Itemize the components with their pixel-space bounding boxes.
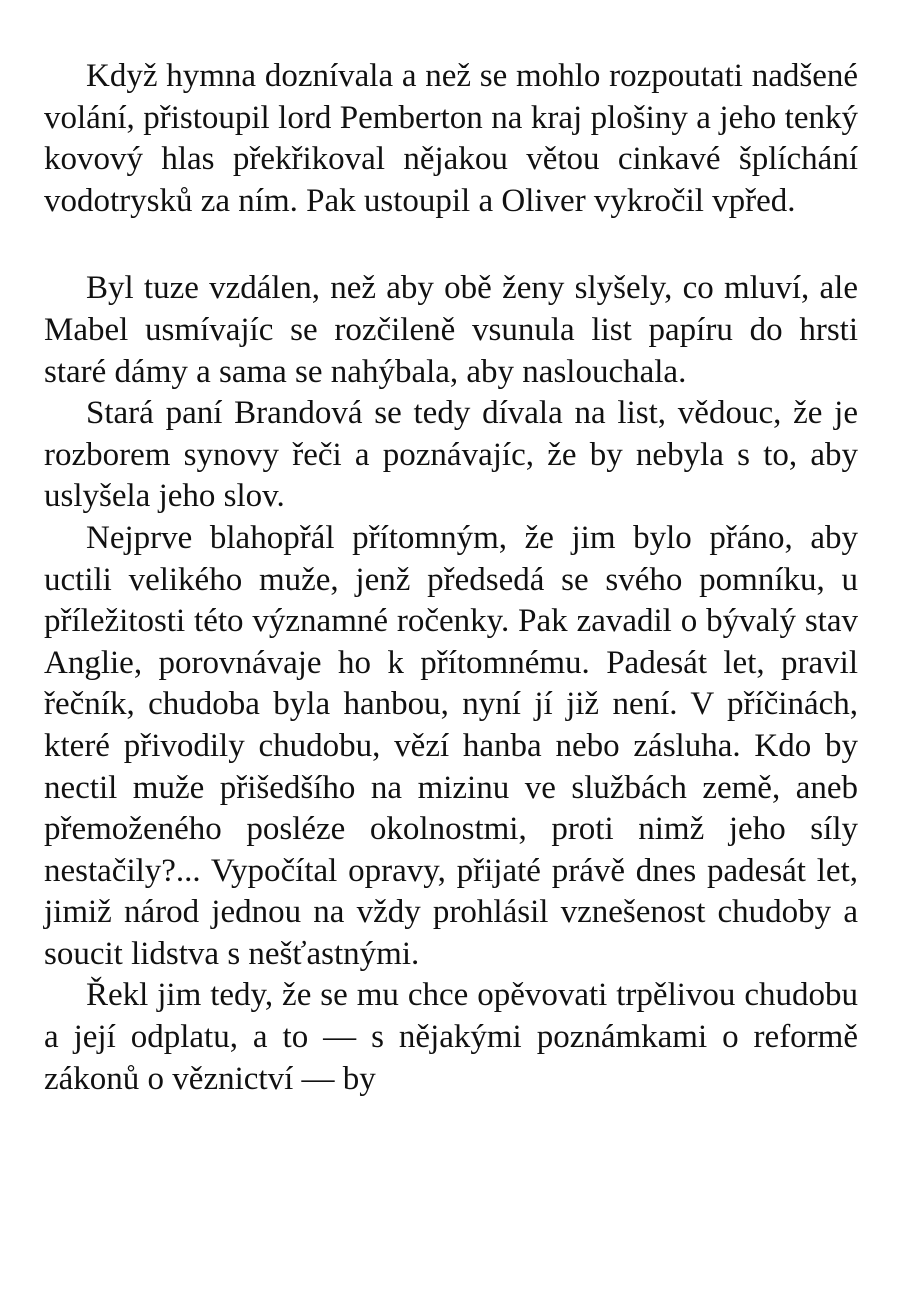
page-body (44, 56, 858, 1100)
paragraph-5: Řekl jim tedy, že se mu chce opěvovati trpělivou chudobu a její odplatu, a to — s nějakými poznámkami o reformě zákonů o věznictví — by (44, 977, 858, 1097)
paragraph-2: Byl tuze vzdálen, než aby obě ženy slyšely, co mluví, ale Mabel usmívajíc se rozčileně vsunula list papíru do hrsti staré dámy a sama se nahýbala, aby naslouchala. (44, 270, 858, 390)
paragraph-1: Když hymna doznívala a než se mohlo rozpoutati nadšené volání, přistoupil lord Pemberton na kraj plošiny a jeho tenký kovový hlas překřikoval nějakou větou cinkavé šplíchání vodotrysků za ním. Pak ustoupil a Oliver vykročil vpřed. (44, 58, 858, 219)
paragraph-gap (44, 222, 858, 268)
paragraph-4: Nejprve blahopřál přítomným, že jim bylo přáno, aby uctili velikého muže, jenž předsedá se svého pomníku, u příležitosti této významné ročenky. Pak zavadil o bývalý stav Anglie, porovnávaje ho k přítomnému. Padesát let, pravil řečník, chudoba byla hanbou, nyní jí již není. V příčinách, které přivodily chudobu, vězí hanba nebo zásluha. Kdo by nectil muže přišedšího na mizinu ve službách země, aneb přemoženého posléze okolnostmi, proti nimž jeho síly nestačily?... Vypočítal opravy, přijaté právě dnes padesát let, jimiž národ jednou na vždy prohlásil vznešenost chudoby a soucit lidstva s nešťastnými. (44, 519, 858, 972)
paragraph-3: Stará paní Brandová se tedy dívala na list, vědouc, že je rozborem synovy řeči a poznávajíc, že by nebyla s to, aby uslyšela jeho slov. (44, 395, 858, 515)
